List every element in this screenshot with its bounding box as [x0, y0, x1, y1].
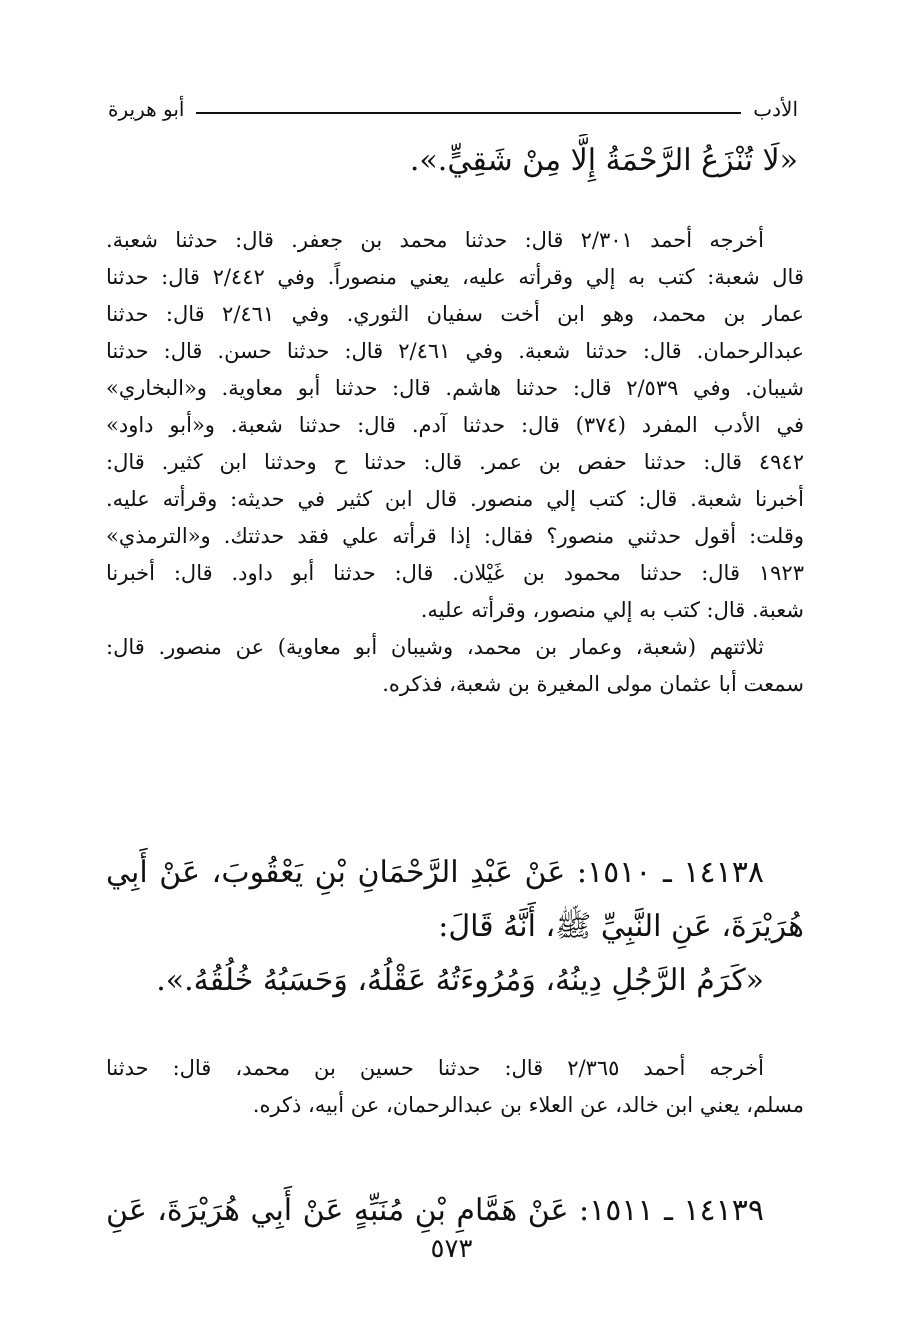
commentary-line: ١٩٢٣ قال: حدثنا محمود بن غَيْلان. قال: حدثنا أبو داود. قال: أخبرنا — [106, 561, 804, 585]
hadith-isnad-line: هُرَيْرَةَ، عَنِ النَّبِيِّ ﷺ، أَنَّهُ قَالَ: — [438, 909, 804, 944]
commentary-line: قال شعبة: كتب به إلي وقرأته عليه، يعني منصوراً. وفي ٢/٤٤٢ قال: حدثنا — [106, 265, 804, 289]
header-narrator: أبو هريرة — [108, 97, 185, 121]
commentary-line: في الأدب المفرد (٣٧٤) قال: حدثنا آدم. قال: حدثنا شعبة. و«أبو داود» — [106, 413, 804, 437]
commentary-line: عبدالرحمان. قال: حدثنا شعبة. وفي ٢/٤٦١ قال: حدثنا حسن. قال: حدثنا — [106, 339, 804, 363]
commentary-line: أخبرنا شعبة. قال: كتب إلي منصور. قال ابن كثير في حديثه: وقرأته عليه. — [106, 487, 804, 511]
page-number: ٥٧٣ — [430, 1234, 473, 1264]
hadith-matn-line: «لَا تُنْزَعُ الرَّحْمَةُ إِلَّا مِنْ شَقِيٍّ.». — [409, 143, 798, 178]
commentary-line: مسلم، يعني ابن خالد، عن العلاء بن عبدالرحمان، عن أبيه، ذكره. — [252, 1093, 804, 1117]
hadith-isnad-line: ١٤١٣٩ ـ ١٥١١: عَنْ هَمَّامِ بْنِ مُنَبِّهٍ عَنْ أَبِي هُرَيْرَةَ، عَنِ — [106, 1193, 764, 1228]
commentary-line: ثلاثتهم (شعبة، وعمار بن محمد، وشيبان أبو معاوية) عن منصور. قال: — [106, 635, 764, 659]
running-header — [108, 92, 798, 122]
hadith-matn-top — [300, 134, 798, 188]
header-chapter: الأدب — [753, 97, 798, 121]
takhrij-paragraph-1 — [106, 222, 804, 703]
commentary-line: عمار بن محمد، وهو ابن أخت سفيان الثوري. وفي ٢/٤٦١ قال: حدثنا — [106, 302, 804, 326]
hadith-14139 — [106, 1184, 804, 1238]
hadith-matn-line: «كَرَمُ الرَّجُلِ دِينُهُ، وَمُرُوءَتُهُ عَقْلُهُ، وَحَسَبُهُ خُلُقُهُ.». — [156, 963, 764, 998]
hadith-14138 — [106, 846, 804, 1008]
takhrij-paragraph-2 — [106, 1050, 804, 1124]
commentary-line: شيبان. وفي ٢/٥٣٩ قال: حدثنا هاشم. قال: حدثنا أبو معاوية. و«البخاري» — [106, 376, 804, 400]
commentary-line: وقلت: أقول حدثني منصور؟ فقال: إذا قرأته علي فقد حدثتك. و«الترمذي» — [106, 524, 804, 548]
hadith-isnad-line: ١٤١٣٨ ـ ١٥١٠: عَنْ عَبْدِ الرَّحْمَانِ بْنِ يَعْقُوبَ، عَنْ أَبِي — [106, 855, 764, 890]
header-rule — [196, 112, 741, 114]
commentary-line: أخرجه أحمد ٢/٣٦٥ قال: حدثنا حسين بن محمد، قال: حدثنا — [106, 1056, 764, 1080]
commentary-line: أخرجه أحمد ٢/٣٠١ قال: حدثنا محمد بن جعفر. قال: حدثنا شعبة. — [106, 228, 764, 252]
commentary-line: سمعت أبا عثمان مولى المغيرة بن شعبة، فذكره. — [382, 672, 804, 696]
commentary-line: ٤٩٤٢ قال: حدثنا حفص بن عمر. قال: حدثنا ح وحدثنا ابن كثير. قال: — [106, 450, 804, 474]
commentary-line: شعبة. قال: كتب به إلي منصور، وقرأته عليه. — [420, 598, 804, 622]
